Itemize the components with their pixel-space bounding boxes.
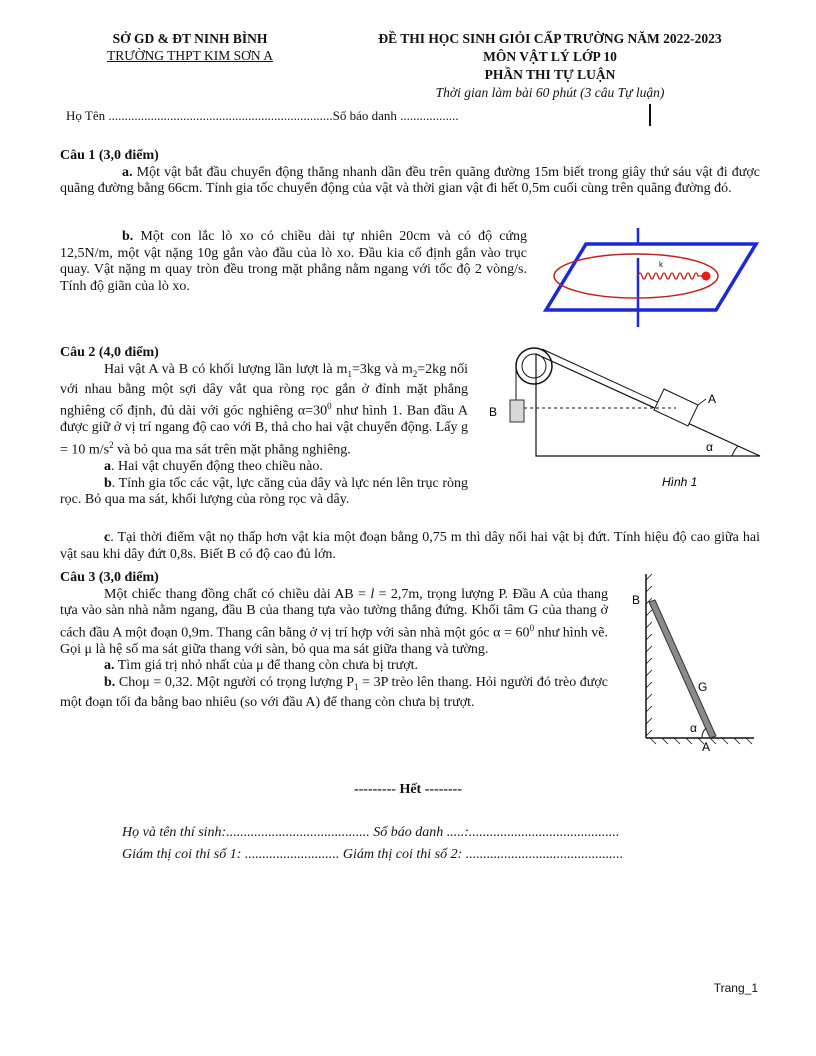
spring-rotation-figure xyxy=(538,228,760,328)
question-1-title: Câu 1 (3,0 điểm) xyxy=(60,148,159,163)
question-2-part-a xyxy=(60,459,468,476)
question-2-part-c xyxy=(60,530,760,563)
part-b-label: b. xyxy=(104,674,116,690)
ladder-figure xyxy=(622,570,758,756)
question-1-part-b xyxy=(60,229,527,295)
question-2-title: Câu 2 (4,0 điểm) xyxy=(60,345,159,360)
question-1 xyxy=(60,148,760,198)
mu-equation: μ = 0,32 xyxy=(142,674,190,690)
wall-hatching xyxy=(646,574,652,736)
question-2-intro xyxy=(60,362,468,460)
label-a: A xyxy=(702,740,711,754)
label-a: A xyxy=(708,392,717,406)
student-signature-line: Họ và tên thí sinh:......................................... Số báo danh .....:........................................... xyxy=(122,825,620,840)
p1-equation-rest: = 3P xyxy=(358,674,388,690)
p1-symbol: P xyxy=(346,674,355,690)
q3-b-mid: . Một người có trọng lượng xyxy=(189,674,347,690)
incline-figure xyxy=(486,344,766,492)
question-2-part-b xyxy=(60,476,468,509)
label-a-pointer xyxy=(698,399,706,405)
ladder-angle-alpha: α xyxy=(690,721,697,735)
label-g: G xyxy=(698,680,708,694)
part-title: PHẦN THI TỰ LUẬN xyxy=(484,67,616,82)
proctor-signature-line: Giám thị coi thi số 1: ........................... Giám thị coi thi số 2: ............................................. xyxy=(122,847,624,862)
m1-subscript: 1 xyxy=(347,368,352,379)
end-marker: --------- Hết -------- xyxy=(353,782,463,797)
spring xyxy=(638,273,702,279)
mass-ball xyxy=(702,272,711,281)
q2-intro-4: như hình 1. Ban đầu A được giữ ở vị trí ngang độ cao với B, thả cho hai vật chuyển động. Lấy g = 10 m/s xyxy=(60,403,468,458)
exam-title: ĐỀ THI HỌC SINH GIỎI CẤP TRƯỜNG NĂM 2022-2023 xyxy=(378,31,722,46)
q3-b-pre: Cho xyxy=(115,674,143,690)
school-name: TRƯỜNG THPT KIM SƠN A xyxy=(107,48,273,63)
question-3-part-a xyxy=(60,658,608,675)
question-3 xyxy=(60,570,608,711)
question-2-part-b-text: . Tính gia tốc các vật, lực căng của dây và lực nén lên trục ròng rọc. Bỏ qua ma sát, khối lượng của ròng rọc và dây. xyxy=(60,475,468,508)
ladder xyxy=(649,600,716,738)
p1-subscript: 1 xyxy=(354,681,359,692)
label-b: B xyxy=(632,593,641,607)
part-b-label: b. xyxy=(122,229,134,244)
subject-title: MÔN VẬT LÝ LỚP 10 xyxy=(483,49,617,64)
question-3-part-b xyxy=(60,675,608,712)
figure-caption: Hình 1 xyxy=(662,475,698,489)
part-a-label: a. xyxy=(122,164,133,180)
question-3-title: Câu 3 (3,0 điểm) xyxy=(60,570,159,585)
part-b-label: b xyxy=(104,475,112,491)
q3-b-post: trèo lên thang. Hỏi người đó trèo được một đoạn tối đa bằng bao nhiêu (so với đầu A) để thang còn chưa bị trượt. xyxy=(60,674,608,710)
q2-intro-3: =2kg nối với nhau bằng một sợi dây vắt qua ròng rọc gắn ở đỉnh mặt phẳng nghiêng cố định, đủ dài với góc nghiêng α=30 xyxy=(60,361,468,419)
alpha-degree-superscript: 0 xyxy=(529,622,535,633)
question-2 xyxy=(60,345,468,509)
label-b: B xyxy=(489,405,498,419)
header-left xyxy=(60,30,320,64)
length-symbol: l xyxy=(370,586,375,602)
part-c-label: c xyxy=(104,530,111,545)
ladder-angle-arc xyxy=(702,728,706,738)
q2-intro-2: =3kg và m xyxy=(351,361,413,377)
floor-hatching xyxy=(650,738,752,744)
part-a-label: a xyxy=(104,459,111,475)
q2-intro-5: và bỏ qua ma sát trên mặt phẳng nghiêng. xyxy=(113,442,351,458)
question-1-part-a xyxy=(60,165,760,198)
degree-superscript: 0 xyxy=(327,401,332,412)
q3-intro-2: = 2,7m, trọng lượng P. Đầu A của thang tựa vào sàn nhà nằm ngang, đầu B của thang tựa vào tường thẳng đứng. Khối tâm G của thang ở cách đầu A một đoạn 0,9m. Thang cân bằng ở vị trí hợp với sàn nhà một góc xyxy=(60,586,609,641)
page-number: Trang_1 xyxy=(713,981,758,995)
block-b xyxy=(510,400,524,422)
q2-intro-1: Hai vật A và B có khối lượng lần lượt là m xyxy=(104,361,348,377)
question-3-intro xyxy=(60,587,608,659)
question-2-part-a-text: . Hai vật chuyển động theo chiều nào. xyxy=(111,459,323,475)
part-a-label: a. xyxy=(104,658,115,674)
spring-label-k: k xyxy=(659,260,663,269)
question-3-part-a-text: Tìm giá trị nhỏ nhất của μ để thang còn chưa bị trượt. xyxy=(114,658,419,674)
question-2-part-c-text: . Tại thời điểm vật nọ thấp hơn vật kia một đoạn bằng 0,75 m thì dây nối hai vật bị đứt. Tính hiệu độ cao giữa hai vật sau khi dây đứt 0,8s. Biết B có độ cao đủ lớn. xyxy=(60,530,760,562)
alpha-equation: α = 60 xyxy=(493,625,530,641)
pulley-inner xyxy=(522,354,546,378)
inclined-plane xyxy=(536,354,760,456)
q3-intro-1: Một chiếc thang đồng chất có chiều dài AB = xyxy=(104,586,371,602)
angle-alpha: α xyxy=(706,440,713,454)
q3-intro-3: như hình vẽ. Gọi μ là hệ số ma sát giữa thang với sàn, bỏ qua ma sát giữa thang và tường. xyxy=(60,625,608,657)
text-cursor xyxy=(649,104,651,126)
candidate-info-line: Họ Tên .....................................................................Số báo danh .................. xyxy=(66,108,459,123)
m2-subscript: 2 xyxy=(412,368,418,379)
duration-text: Thời gian làm bài 60 phút (3 câu Tự luận) xyxy=(435,85,665,100)
department-name: SỞ GD & ĐT NINH BÌNH xyxy=(112,31,268,46)
pulley xyxy=(516,348,552,384)
header-right xyxy=(340,30,760,102)
question-1-part-a-text: Một vật bắt đầu chuyển động thẳng nhanh dần đều trên quãng đường 15m biết trong giây thứ sáu vật đi được quãng đường bằng 66cm. Tính gia tốc chuyển động của vật và thời gian vật đi hết 0,5m cuối cùng trên quãng đường đó. xyxy=(60,164,760,196)
angle-arc xyxy=(732,446,738,456)
rope-incline xyxy=(542,349,666,406)
question-1-part-b-text: Một con lắc lò xo có chiều dài tự nhiên 20cm và có độ cứng 12,5N/m, một vật nặng 10g gắn vào đầu của lò xo. Đầu kia cố định gắn vào trục quay. Vật nặng m quay tròn đều trong mặt phẳng nằm ngang với tốc độ 2 vòng/s. Tính độ giãn của lò xo. xyxy=(60,229,527,294)
square-superscript: 2 xyxy=(109,439,114,450)
